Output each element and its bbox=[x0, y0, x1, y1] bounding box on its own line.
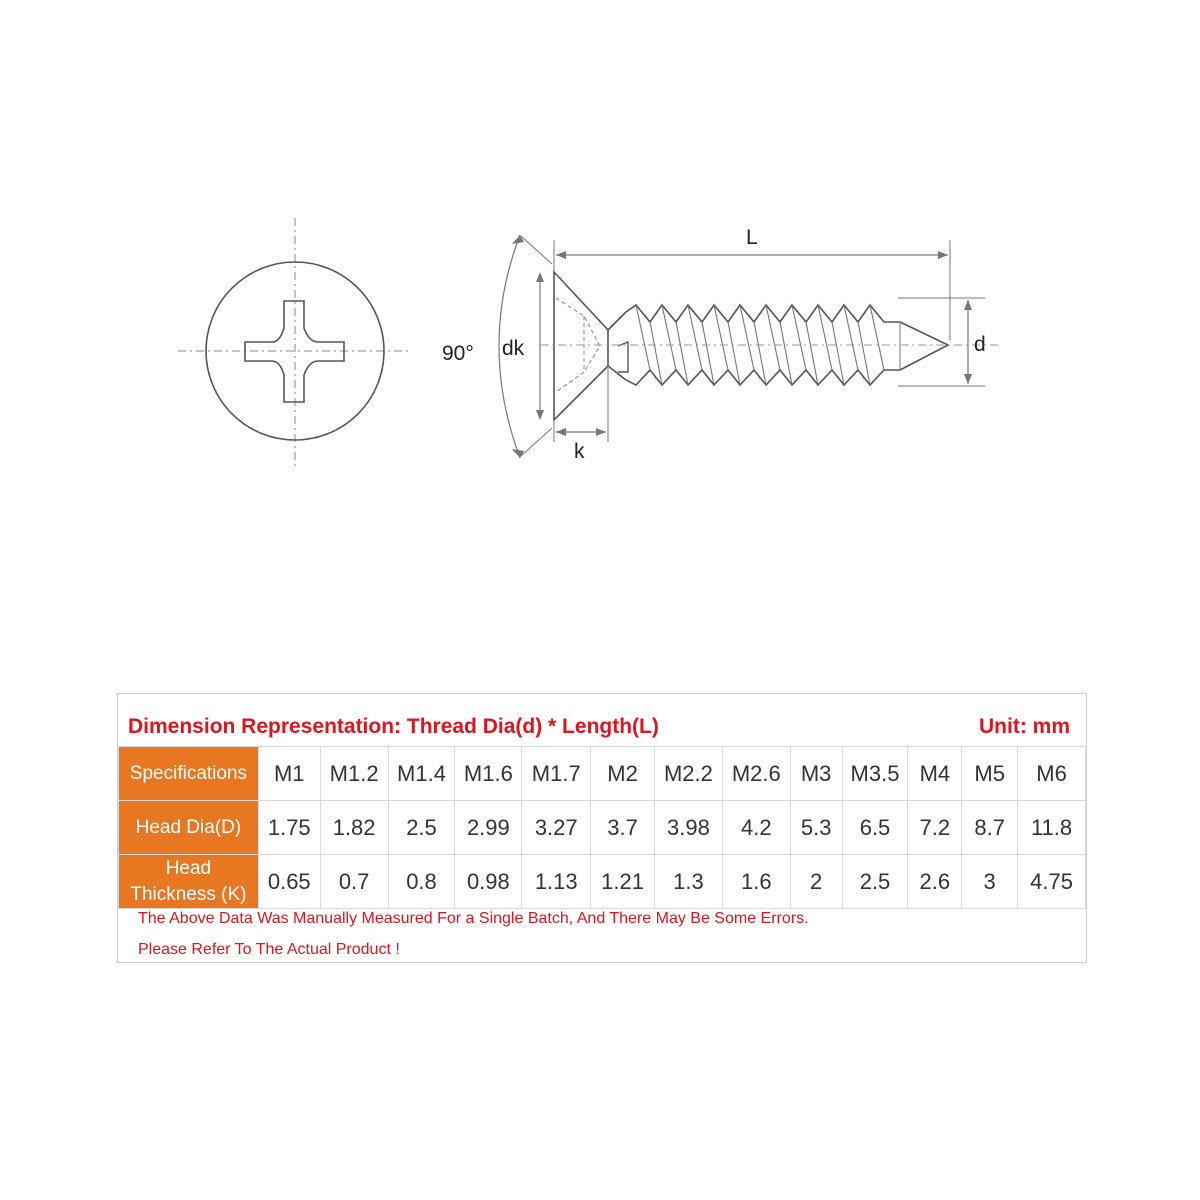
thread-top bbox=[626, 305, 900, 322]
spec-cell: M1.2 bbox=[320, 747, 388, 801]
head-top-view bbox=[178, 218, 412, 470]
label-line: Thickness (K) bbox=[130, 883, 247, 905]
value-cell: 2.5 bbox=[842, 855, 908, 909]
table-row-head-thickness bbox=[119, 855, 1086, 909]
value-cell: 1.3 bbox=[655, 855, 723, 909]
dk-label: dk bbox=[502, 337, 525, 360]
spec-grid bbox=[118, 746, 1086, 909]
thread-bottom bbox=[626, 370, 900, 385]
row-label-head-dia: Head Dia(D) bbox=[119, 801, 259, 855]
label-line: Head bbox=[165, 857, 212, 879]
value-cell: 5.3 bbox=[790, 801, 842, 855]
value-cell: 2 bbox=[790, 855, 842, 909]
value-cell: 1.75 bbox=[258, 801, 320, 855]
value-cell: 4.75 bbox=[1018, 855, 1086, 909]
table-row-head-dia bbox=[119, 801, 1086, 855]
spec-cell: M3.5 bbox=[842, 747, 908, 801]
unit-label: Unit: mm bbox=[979, 715, 1070, 738]
value-cell: 7.2 bbox=[908, 801, 962, 855]
value-cell: 1.21 bbox=[591, 855, 655, 909]
value-cell: 1.6 bbox=[722, 855, 790, 909]
spec-cell: M1.7 bbox=[522, 747, 591, 801]
spec-cell: M5 bbox=[962, 747, 1018, 801]
k-label: k bbox=[574, 440, 585, 463]
row-label-specifications: Specifications bbox=[119, 747, 259, 801]
value-cell: 3.98 bbox=[655, 801, 723, 855]
value-cell: 2.99 bbox=[455, 801, 522, 855]
value-cell: 1.82 bbox=[320, 801, 388, 855]
screw-tip bbox=[900, 322, 948, 370]
value-cell: 3.27 bbox=[522, 801, 591, 855]
spec-cell: M1.6 bbox=[455, 747, 522, 801]
table-title: Dimension Representation: Thread Dia(d) * Length(L) bbox=[128, 715, 659, 738]
d-label: d bbox=[974, 333, 986, 356]
value-cell: 6.5 bbox=[842, 801, 908, 855]
spec-cell: M6 bbox=[1018, 747, 1086, 801]
value-cell: 0.65 bbox=[258, 855, 320, 909]
spec-cell: M3 bbox=[790, 747, 842, 801]
value-cell: 0.98 bbox=[455, 855, 522, 909]
spec-table bbox=[117, 693, 1087, 963]
table-row-specifications bbox=[119, 747, 1086, 801]
screw-side-view bbox=[499, 235, 1000, 458]
value-cell: 0.7 bbox=[320, 855, 388, 909]
spec-cell: M2 bbox=[591, 747, 655, 801]
disclaimer-note-2: Please Refer To The Actual Product ! bbox=[138, 941, 400, 958]
spec-cell: M1.4 bbox=[388, 747, 455, 801]
row-label-head-thickness bbox=[119, 855, 259, 909]
value-cell: 2.6 bbox=[908, 855, 962, 909]
angle-label: 90° bbox=[442, 342, 474, 365]
L-label: L bbox=[746, 226, 758, 249]
spec-cell: M4 bbox=[908, 747, 962, 801]
countersunk-head bbox=[554, 272, 608, 420]
value-cell: 2.5 bbox=[388, 801, 455, 855]
value-cell: 8.7 bbox=[962, 801, 1018, 855]
value-cell: 0.8 bbox=[388, 855, 455, 909]
value-cell: 3.7 bbox=[591, 801, 655, 855]
value-cell: 3 bbox=[962, 855, 1018, 909]
value-cell: 4.2 bbox=[722, 801, 790, 855]
disclaimer-note: The Above Data Was Manually Measured For a Single Batch, And There May Be Some Errors. bbox=[138, 910, 809, 927]
spec-cell: M1 bbox=[258, 747, 320, 801]
spec-cell: M2.2 bbox=[655, 747, 723, 801]
table-header bbox=[118, 694, 1086, 746]
value-cell: 1.13 bbox=[522, 855, 591, 909]
spec-cell: M2.6 bbox=[722, 747, 790, 801]
value-cell: 11.8 bbox=[1018, 801, 1086, 855]
